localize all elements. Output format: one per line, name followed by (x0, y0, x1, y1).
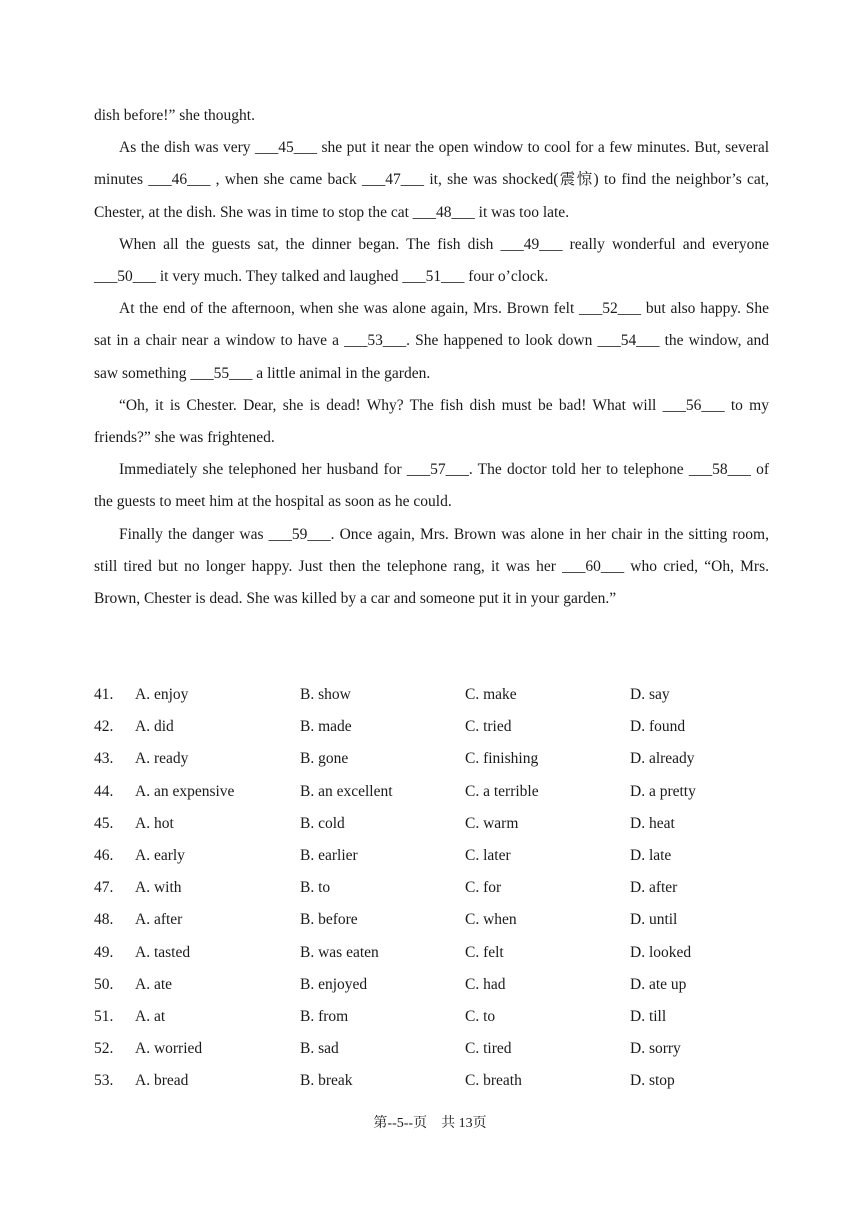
option-c: C. breath (465, 1072, 522, 1090)
answer-options (94, 679, 769, 1097)
option-c: C. tried (465, 718, 512, 736)
option-b: B. enjoyed (300, 975, 368, 993)
option-c: C. finishing (465, 750, 539, 768)
question-row (94, 679, 769, 711)
option-a: A. tasted (135, 943, 191, 961)
option-d: D. late (630, 846, 672, 864)
option-c: C. when (465, 911, 517, 929)
passage-paragraph: At the end of the afternoon, when she was alone again, Mrs. Brown felt ___52___ but also happy. She sat in a chair near a window to have a ___53___. She happened to look down ___54___ the window, and saw something ___55___ a little animal in the garden. (94, 300, 769, 382)
question-number: 52. (94, 1040, 114, 1058)
question-row (94, 743, 769, 775)
option-b: B. before (300, 911, 358, 929)
option-d: D. after (630, 879, 678, 897)
question-number: 43. (94, 750, 114, 768)
question-row (94, 969, 769, 1001)
option-c: C. later (465, 846, 511, 864)
option-c: C. to (465, 1007, 496, 1025)
option-a: A. at (135, 1007, 166, 1025)
option-a: A. did (135, 718, 174, 736)
option-c: C. felt (465, 943, 504, 961)
option-b: B. cold (300, 814, 345, 832)
question-row (94, 1065, 769, 1097)
question-number: 44. (94, 782, 114, 800)
passage-paragraph: Finally the danger was ___59___. Once again, Mrs. Brown was alone in her chair in the sitting room, still tired but no longer happy. Just then the telephone rang, it was her ___60___ who cried, “Oh, Mrs. Brown, Chester is dead. She was killed by a car and someone put it in your garden.” (94, 525, 769, 608)
question-row (94, 840, 769, 872)
option-d: D. already (630, 750, 695, 768)
question-number: 48. (94, 911, 114, 929)
option-a: A. ate (135, 975, 173, 993)
question-row (94, 937, 769, 969)
question-number: 45. (94, 814, 114, 832)
question-number: 50. (94, 975, 114, 993)
option-c: C. warm (465, 814, 519, 832)
option-a: A. after (135, 911, 183, 929)
option-c: C. for (465, 879, 502, 897)
option-d: D. ate up (630, 975, 687, 993)
option-b: B. show (300, 686, 351, 703)
option-d: D. until (630, 911, 678, 929)
question-row (94, 808, 769, 840)
option-a: A. early (135, 846, 185, 864)
question-number: 41. (94, 686, 114, 703)
option-b: B. made (300, 718, 352, 736)
question-number: 53. (94, 1072, 114, 1090)
question-row (94, 872, 769, 904)
question-number: 49. (94, 943, 114, 961)
option-b: B. to (300, 879, 331, 897)
option-d: D. stop (630, 1072, 675, 1090)
option-c: C. make (465, 686, 517, 703)
option-b: B. was eaten (300, 943, 379, 961)
passage-paragraph: When all the guests sat, the dinner began. The fish dish ___49___ really wonderful and everyone ___50___ it very much. They talked and laughed ___51___ four o’clock. (94, 235, 769, 286)
question-number: 42. (94, 718, 114, 736)
option-d: D. found (630, 718, 686, 736)
option-d: D. till (630, 1007, 667, 1025)
option-c: C. tired (465, 1040, 512, 1058)
page-footer: 第--5--页 共 13页 (373, 1116, 487, 1131)
question-row (94, 711, 769, 743)
option-d: D. a pretty (630, 782, 696, 800)
option-b: B. from (300, 1007, 349, 1025)
option-a: A. with (135, 879, 182, 897)
option-b: B. an excellent (300, 782, 393, 800)
option-b: B. gone (300, 750, 349, 768)
passage (94, 100, 769, 615)
option-b: B. earlier (300, 846, 358, 864)
option-d: D. heat (630, 814, 675, 832)
question-number: 47. (94, 879, 114, 897)
option-a: A. bread (135, 1072, 189, 1090)
question-row (94, 1001, 769, 1033)
option-a: A. ready (135, 750, 189, 768)
passage-paragraph: As the dish was very ___45___ she put it near the open window to cool for a few minutes. But, several minutes ___46___ , when she came back ___47___ it, she was shocked(震惊) to find the neighbor’s cat, Chester, at the dish. She was in time to stop the cat ___48___ it was too late. (94, 139, 769, 221)
option-b: B. sad (300, 1040, 339, 1058)
option-a: A. hot (135, 814, 174, 832)
option-b: B. break (300, 1072, 353, 1090)
option-a: A. an expensive (135, 782, 235, 800)
option-a: A. enjoy (135, 686, 189, 703)
passage-paragraph: Immediately she telephoned her husband for ___57___. The doctor told her to telephone ___58___ of the guests to meet him at the hospital as soon as he could. (94, 461, 769, 511)
passage-paragraph: “Oh, it is Chester. Dear, she is dead! Why? The fish dish must be bad! What will ___56___ to my friends?” she was frightened. (94, 396, 769, 447)
question-number: 51. (94, 1007, 114, 1025)
option-c: C. a terrible (465, 782, 539, 800)
option-d: D. sorry (630, 1040, 681, 1058)
option-c: C. had (465, 975, 506, 993)
passage-paragraph: dish before!” she thought. (94, 107, 255, 124)
option-d: D. say (630, 686, 670, 703)
question-number: 46. (94, 846, 114, 864)
option-d: D. looked (630, 943, 692, 961)
question-row (94, 776, 769, 808)
question-row (94, 904, 769, 936)
option-a: A. worried (135, 1040, 203, 1058)
question-row (94, 1033, 769, 1065)
